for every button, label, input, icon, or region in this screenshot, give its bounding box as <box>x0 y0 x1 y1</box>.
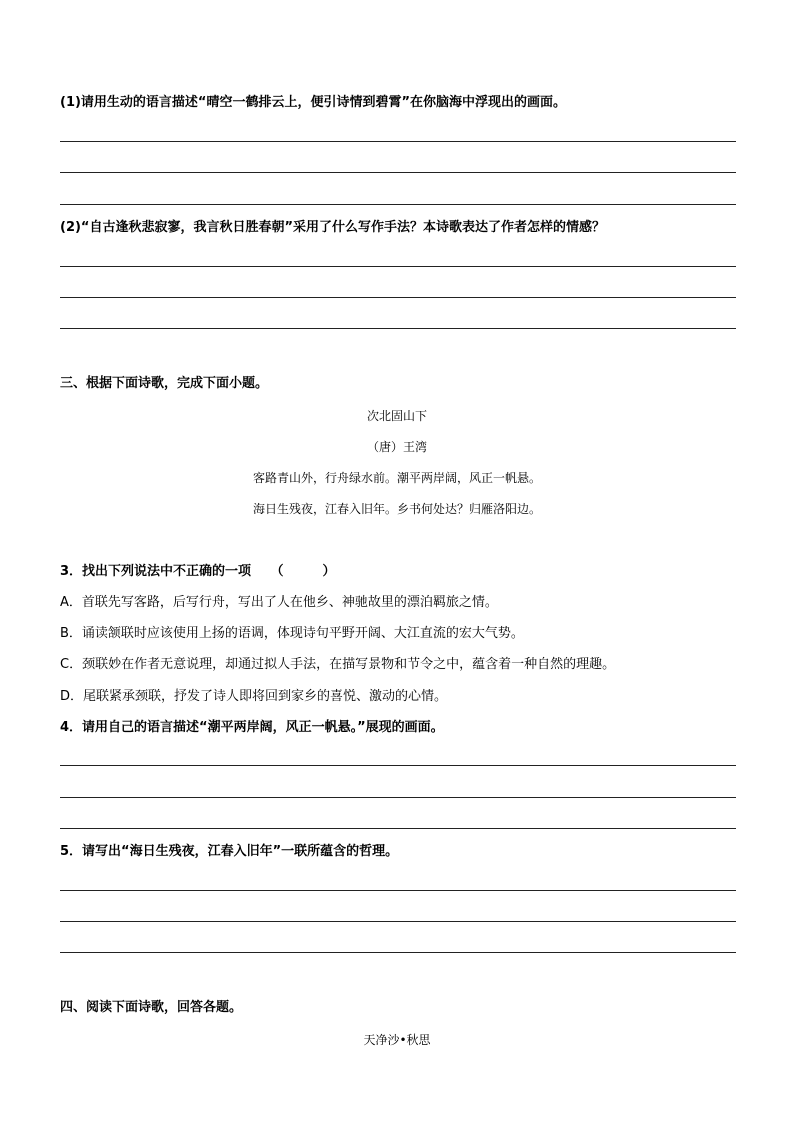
poem-title: 次北固山下 <box>366 409 427 423</box>
answer-line <box>60 204 736 205</box>
question-4: 4．请用自己的语言描述“潮平两岸阔，风正一帆悬。”展现的画面。 <box>60 720 444 735</box>
answer-line <box>60 952 736 953</box>
answer-line <box>60 328 736 329</box>
answer-line <box>60 172 736 173</box>
option-b: B．诵读颔联时应该使用上扬的语调，体现诗句平野开阔、大江直流的宏大气势。 <box>60 626 524 641</box>
poem-title: 天净沙•秋思 <box>363 1033 431 1047</box>
option-d: D．尾联紧承颈联，抒发了诗人即将回到家乡的喜悦、激动的心情。 <box>60 689 448 704</box>
question-5: 5．请写出“海日生残夜，江春入旧年”一联所蕴含的哲理。 <box>60 844 399 859</box>
answer-line <box>60 921 736 922</box>
answer-line <box>60 141 736 142</box>
answer-line <box>60 765 736 766</box>
section-3-heading: 三、根据下面诗歌，完成下面小题。 <box>60 376 269 391</box>
option-c: C．颈联妙在作者无意说理，却通过拟人手法，在描写景物和节令之中，蕴含着一种自然的理趣。 <box>60 657 616 672</box>
poem-author: （唐）王湾 <box>366 440 427 454</box>
answer-line <box>60 266 736 267</box>
answer-line <box>60 828 736 829</box>
poem-line-1: 客路青山外，行舟绿水前。潮平两岸阔，风正一帆悬。 <box>252 471 541 485</box>
option-a: A．首联先写客路，后写行舟，写出了人在他乡、神驰故里的漂泊羁旅之情。 <box>60 595 498 610</box>
question-2: (2)“自古逢秋悲寂寥，我言秋日胜春朝”采用了什么写作手法？本诗歌表达了作者怎样的情感？ <box>60 220 606 235</box>
answer-line <box>60 797 736 798</box>
question-3: 3．找出下列说法中不正确的一项 （ ） <box>60 564 336 579</box>
poem-line-2: 海日生残夜，江春入旧年。乡书何处达？归雁洛阳边。 <box>252 502 541 516</box>
answer-line <box>60 890 736 891</box>
answer-line <box>60 297 736 298</box>
section-4-heading: 四、阅读下面诗歌，回答各题。 <box>60 1000 243 1015</box>
question-1: (1)请用生动的语言描述“晴空一鹤排云上，便引诗情到碧霄”在你脑海中浮现出的画面。 <box>60 95 567 110</box>
